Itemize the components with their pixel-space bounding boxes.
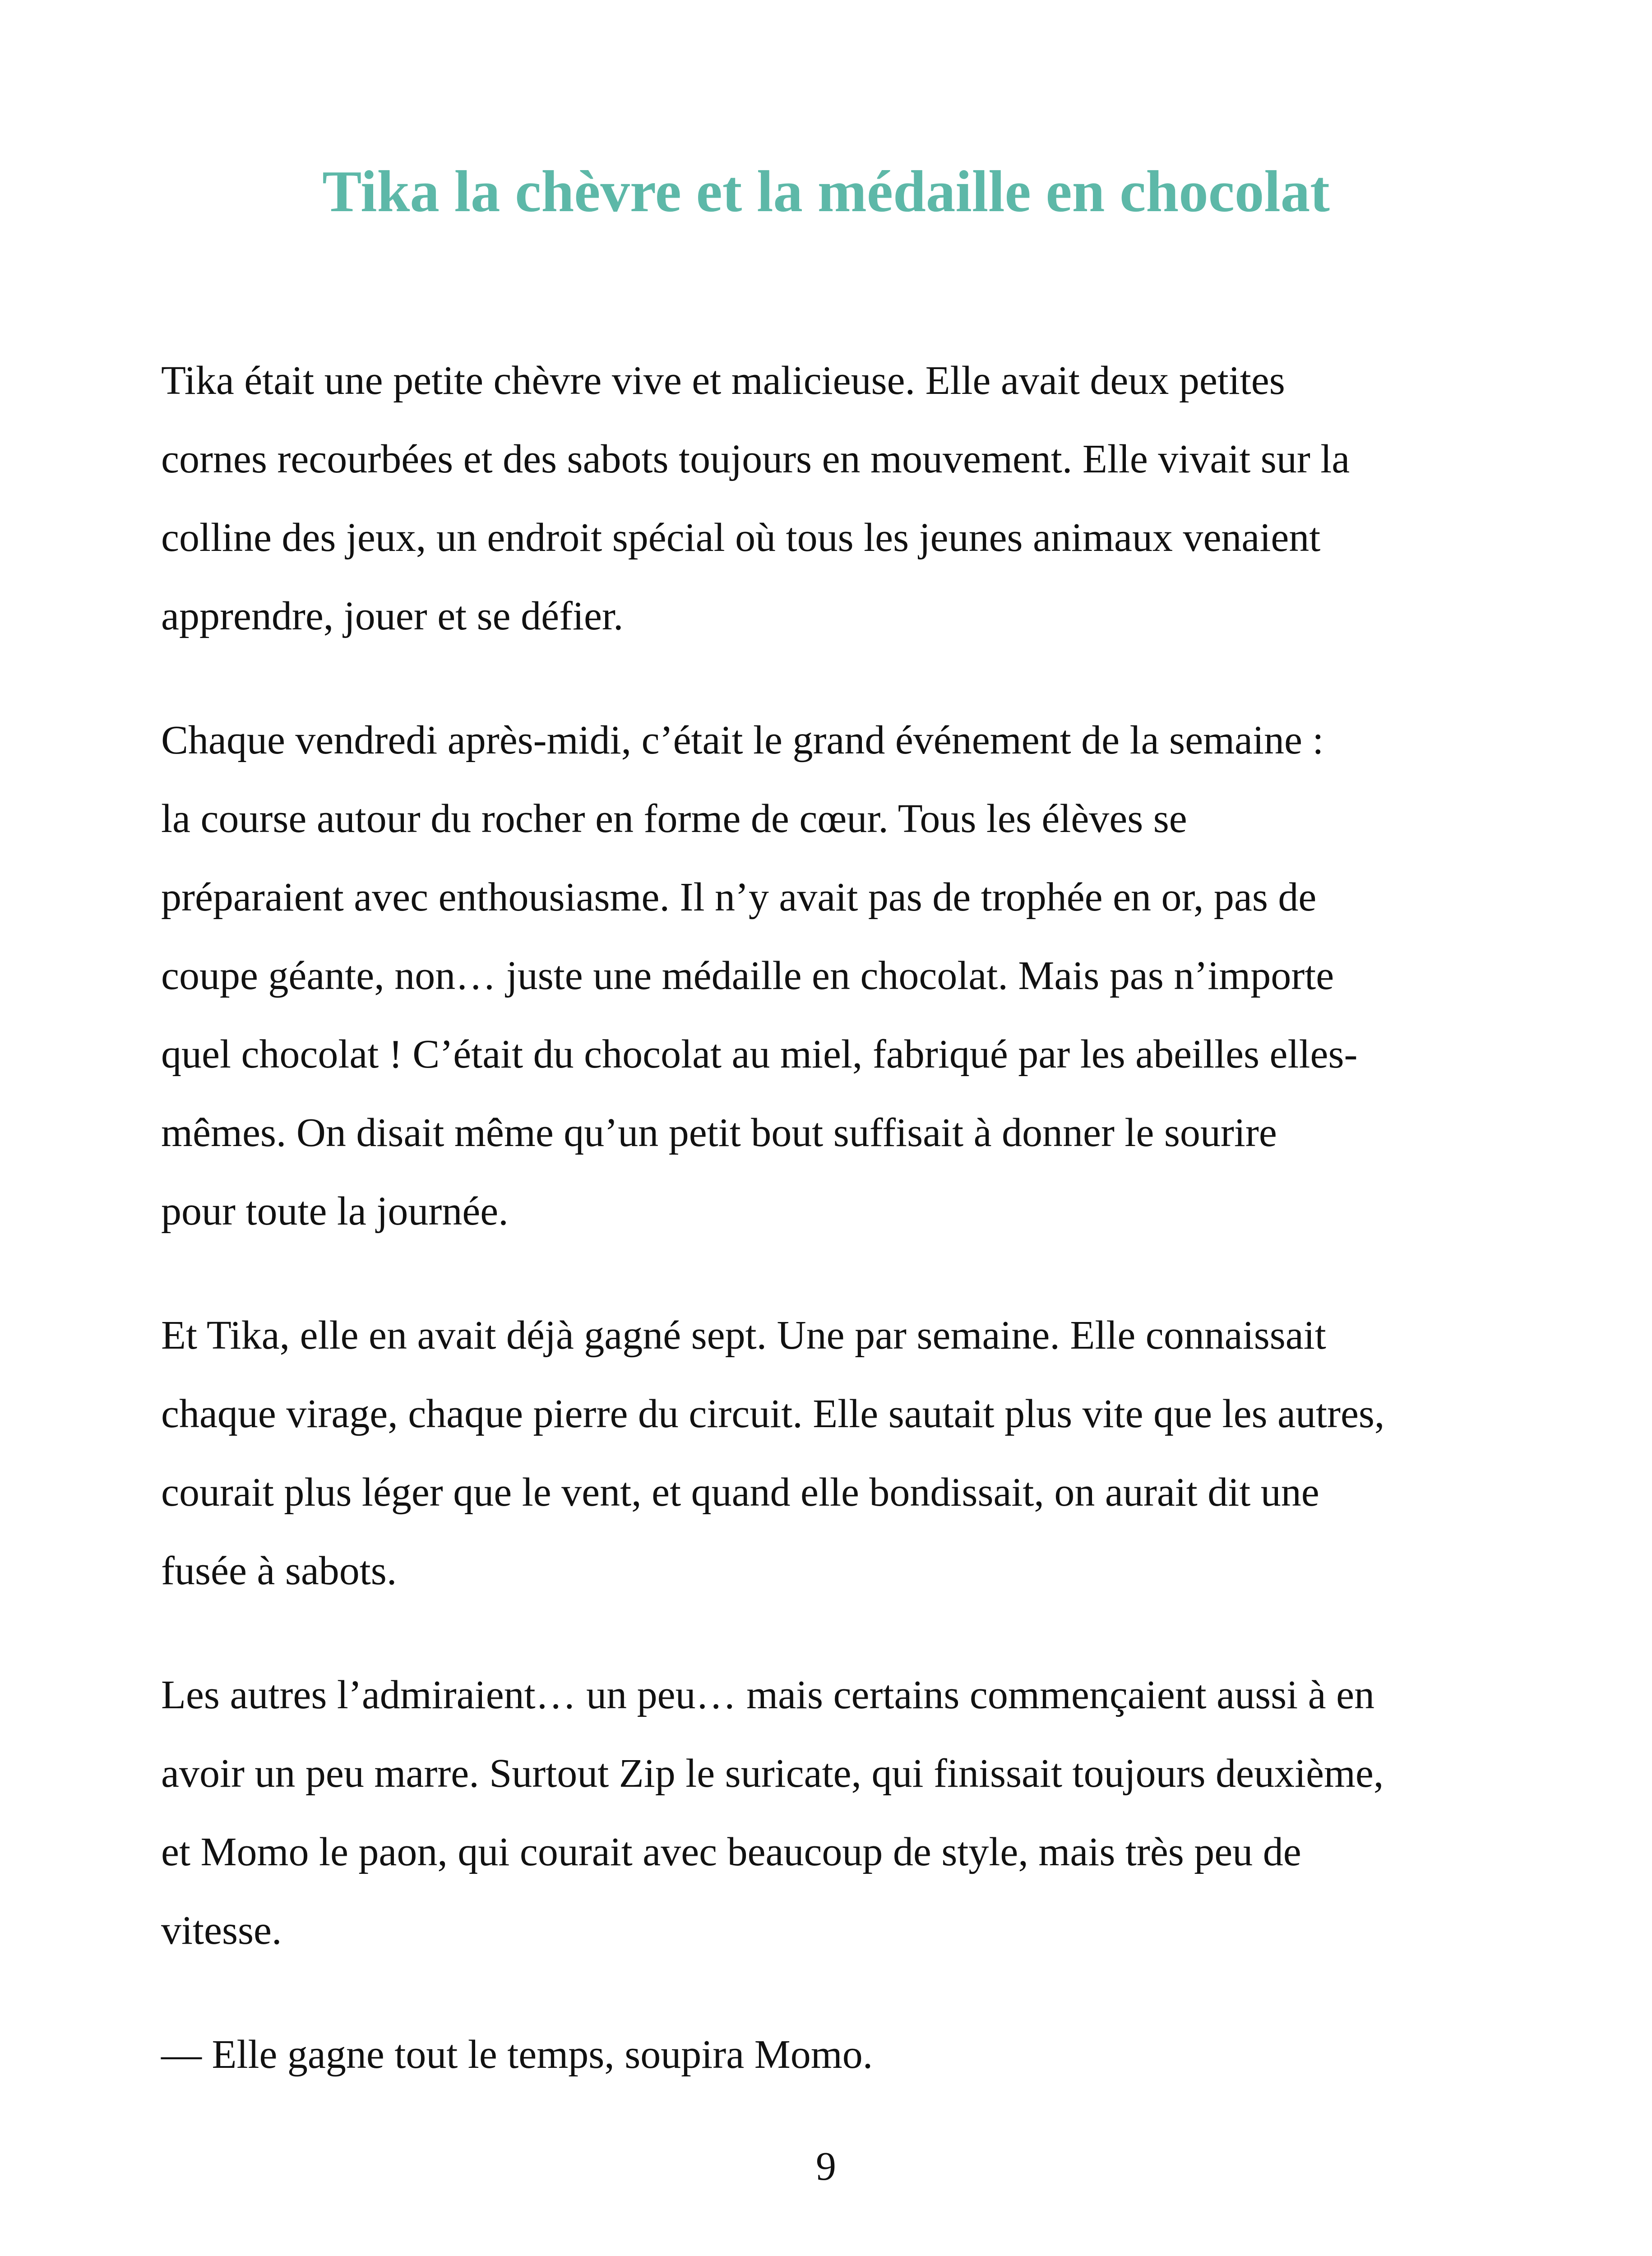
text-line: — Elle gagne tout le temps, soupira Momo.: [161, 2032, 873, 2077]
page-number: 9: [816, 2144, 836, 2189]
text-line: coupe géante, non… juste une médaille en chocolat. Mais pas n’importe: [161, 953, 1334, 998]
text-line: vitesse.: [161, 1908, 282, 1953]
chapter-title: Tika la chèvre et la médaille en chocolat: [322, 159, 1330, 224]
text-line: la course autour du rocher en forme de cœur. Tous les élèves se: [161, 796, 1187, 841]
paragraph: [161, 1656, 1519, 1970]
text-line: fusée à sabots.: [161, 1549, 397, 1593]
text-line: Tika était une petite chèvre vive et malicieuse. Elle avait deux petites: [161, 358, 1285, 403]
paragraph: [161, 701, 1519, 1251]
text-line: Les autres l’admiraient… un peu… mais certains commençaient aussi à en: [161, 1673, 1375, 1717]
text-line: cornes recourbées et des sabots toujours en mouvement. Elle vivait sur la: [161, 437, 1350, 481]
text-line: et Momo le paon, qui courait avec beaucoup de style, mais très peu de: [161, 1830, 1301, 1874]
text-line: avoir un peu marre. Surtout Zip le suricate, qui finissait toujours deuxième,: [161, 1751, 1384, 1796]
text-line: Chaque vendredi après-midi, c’était le grand événement de la semaine :: [161, 718, 1324, 763]
text-line: mêmes. On disait même qu’un petit bout suffisait à donner le sourire: [161, 1110, 1277, 1155]
text-line: pour toute la journée.: [161, 1189, 509, 1234]
text-line: colline des jeux, un endroit spécial où tous les jeunes animaux venaient: [161, 515, 1321, 560]
paragraph: [161, 1296, 1519, 1610]
text-line: Et Tika, elle en avait déjà gagné sept. Une par semaine. Elle connaissait: [161, 1313, 1326, 1358]
text-line: préparaient avec enthousiasme. Il n’y avait pas de trophée en or, pas de: [161, 875, 1317, 920]
text-line: quel chocolat ! C’était du chocolat au miel, fabriqué par les abeilles elles-: [161, 1032, 1358, 1077]
dialogue-paragraph: [161, 2016, 1519, 2094]
text-line: apprendre, jouer et se défier.: [161, 594, 624, 638]
paragraph: [161, 342, 1519, 656]
text-line: chaque virage, chaque pierre du circuit. Elle sautait plus vite que les autres,: [161, 1392, 1385, 1436]
text-line: courait plus léger que le vent, et quand elle bondissait, on aurait dit une: [161, 1470, 1319, 1515]
story-body: [161, 342, 1519, 2140]
